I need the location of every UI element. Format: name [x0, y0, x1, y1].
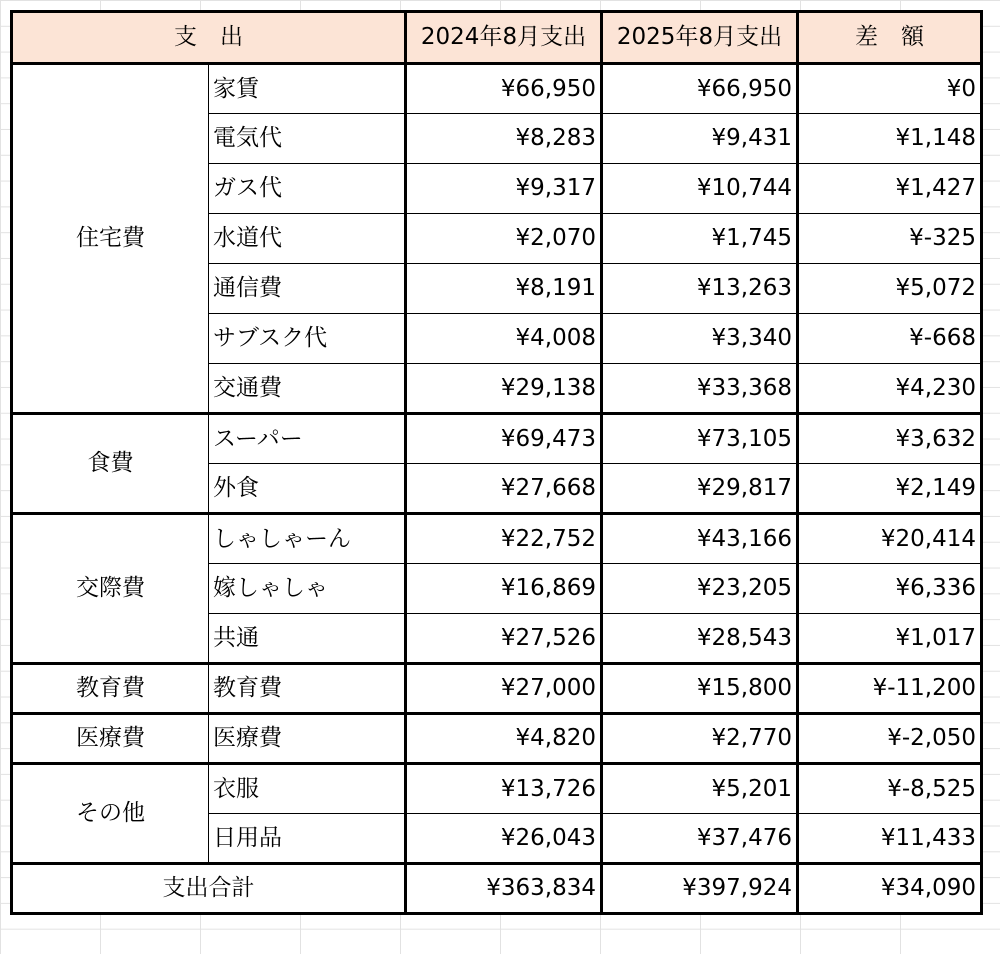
- difference-cell[interactable]: ¥1,017: [798, 614, 982, 664]
- difference-cell[interactable]: ¥1,427: [798, 164, 982, 214]
- amount-2025-cell[interactable]: ¥43,166: [602, 514, 798, 564]
- item-cell[interactable]: 水道代: [209, 214, 406, 264]
- item-cell[interactable]: 交通費: [209, 364, 406, 414]
- header-category[interactable]: 支 出: [12, 12, 406, 64]
- amount-2024-cell[interactable]: ¥2,070: [406, 214, 602, 264]
- amount-2025-cell[interactable]: ¥73,105: [602, 414, 798, 464]
- table-row: [12, 714, 982, 764]
- amount-2025-cell[interactable]: ¥9,431: [602, 114, 798, 164]
- table-row: [12, 764, 982, 814]
- total-row: [12, 864, 982, 914]
- difference-cell[interactable]: ¥5,072: [798, 264, 982, 314]
- difference-cell[interactable]: ¥-8,525: [798, 764, 982, 814]
- table-row: [12, 514, 982, 564]
- amount-2024-cell[interactable]: ¥22,752: [406, 514, 602, 564]
- header-2025[interactable]: 2025年8月支出: [602, 12, 798, 64]
- category-cell[interactable]: 教育費: [12, 664, 209, 714]
- item-cell[interactable]: スーパー: [209, 414, 406, 464]
- item-cell[interactable]: しゃしゃーん: [209, 514, 406, 564]
- amount-2025-cell[interactable]: ¥10,744: [602, 164, 798, 214]
- difference-cell[interactable]: ¥6,336: [798, 564, 982, 614]
- category-cell[interactable]: 住宅費: [12, 64, 209, 414]
- item-cell[interactable]: ガス代: [209, 164, 406, 214]
- amount-2025-cell[interactable]: ¥66,950: [602, 64, 798, 114]
- difference-cell[interactable]: ¥2,149: [798, 464, 982, 514]
- item-cell[interactable]: 嫁しゃしゃ: [209, 564, 406, 614]
- amount-2025-cell[interactable]: ¥37,476: [602, 814, 798, 864]
- table-row: [12, 664, 982, 714]
- item-cell[interactable]: 日用品: [209, 814, 406, 864]
- item-cell[interactable]: 共通: [209, 614, 406, 664]
- amount-2024-cell[interactable]: ¥27,000: [406, 664, 602, 714]
- amount-2024-cell[interactable]: ¥9,317: [406, 164, 602, 214]
- amount-2024-cell[interactable]: ¥8,191: [406, 264, 602, 314]
- difference-cell[interactable]: ¥-325: [798, 214, 982, 264]
- category-cell[interactable]: その他: [12, 764, 209, 864]
- total-diff-cell[interactable]: ¥34,090: [798, 864, 982, 914]
- header-2024[interactable]: 2024年8月支出: [406, 12, 602, 64]
- amount-2024-cell[interactable]: ¥4,820: [406, 714, 602, 764]
- item-cell[interactable]: 衣服: [209, 764, 406, 814]
- amount-2024-cell[interactable]: ¥29,138: [406, 364, 602, 414]
- category-cell[interactable]: 交際費: [12, 514, 209, 664]
- total-label[interactable]: 支出合計: [12, 864, 406, 914]
- difference-cell[interactable]: ¥-668: [798, 314, 982, 364]
- amount-2025-cell[interactable]: ¥28,543: [602, 614, 798, 664]
- item-cell[interactable]: 通信費: [209, 264, 406, 314]
- amount-2024-cell[interactable]: ¥27,526: [406, 614, 602, 664]
- amount-2025-cell[interactable]: ¥3,340: [602, 314, 798, 364]
- amount-2024-cell[interactable]: ¥69,473: [406, 414, 602, 464]
- difference-cell[interactable]: ¥-2,050: [798, 714, 982, 764]
- amount-2024-cell[interactable]: ¥26,043: [406, 814, 602, 864]
- header-diff[interactable]: 差 額: [798, 12, 982, 64]
- amount-2025-cell[interactable]: ¥33,368: [602, 364, 798, 414]
- item-cell[interactable]: 家賃: [209, 64, 406, 114]
- item-cell[interactable]: 教育費: [209, 664, 406, 714]
- difference-cell[interactable]: ¥20,414: [798, 514, 982, 564]
- difference-cell[interactable]: ¥-11,200: [798, 664, 982, 714]
- category-cell[interactable]: 食費: [12, 414, 209, 514]
- amount-2025-cell[interactable]: ¥13,263: [602, 264, 798, 314]
- amount-2024-cell[interactable]: ¥13,726: [406, 764, 602, 814]
- expense-comparison-table: [10, 10, 983, 915]
- total-2025-cell[interactable]: ¥397,924: [602, 864, 798, 914]
- difference-cell[interactable]: ¥1,148: [798, 114, 982, 164]
- amount-2024-cell[interactable]: ¥16,869: [406, 564, 602, 614]
- amount-2025-cell[interactable]: ¥1,745: [602, 214, 798, 264]
- amount-2024-cell[interactable]: ¥66,950: [406, 64, 602, 114]
- difference-cell[interactable]: ¥3,632: [798, 414, 982, 464]
- amount-2025-cell[interactable]: ¥29,817: [602, 464, 798, 514]
- amount-2025-cell[interactable]: ¥23,205: [602, 564, 798, 614]
- header-row: [12, 12, 982, 64]
- item-cell[interactable]: 医療費: [209, 714, 406, 764]
- amount-2025-cell[interactable]: ¥2,770: [602, 714, 798, 764]
- difference-cell[interactable]: ¥0: [798, 64, 982, 114]
- table-row: [12, 64, 982, 114]
- table-row: [12, 414, 982, 464]
- difference-cell[interactable]: ¥11,433: [798, 814, 982, 864]
- total-2024-cell[interactable]: ¥363,834: [406, 864, 602, 914]
- category-cell[interactable]: 医療費: [12, 714, 209, 764]
- amount-2024-cell[interactable]: ¥4,008: [406, 314, 602, 364]
- item-cell[interactable]: サブスク代: [209, 314, 406, 364]
- item-cell[interactable]: 電気代: [209, 114, 406, 164]
- item-cell[interactable]: 外食: [209, 464, 406, 514]
- difference-cell[interactable]: ¥4,230: [798, 364, 982, 414]
- amount-2025-cell[interactable]: ¥5,201: [602, 764, 798, 814]
- amount-2025-cell[interactable]: ¥15,800: [602, 664, 798, 714]
- amount-2024-cell[interactable]: ¥27,668: [406, 464, 602, 514]
- amount-2024-cell[interactable]: ¥8,283: [406, 114, 602, 164]
